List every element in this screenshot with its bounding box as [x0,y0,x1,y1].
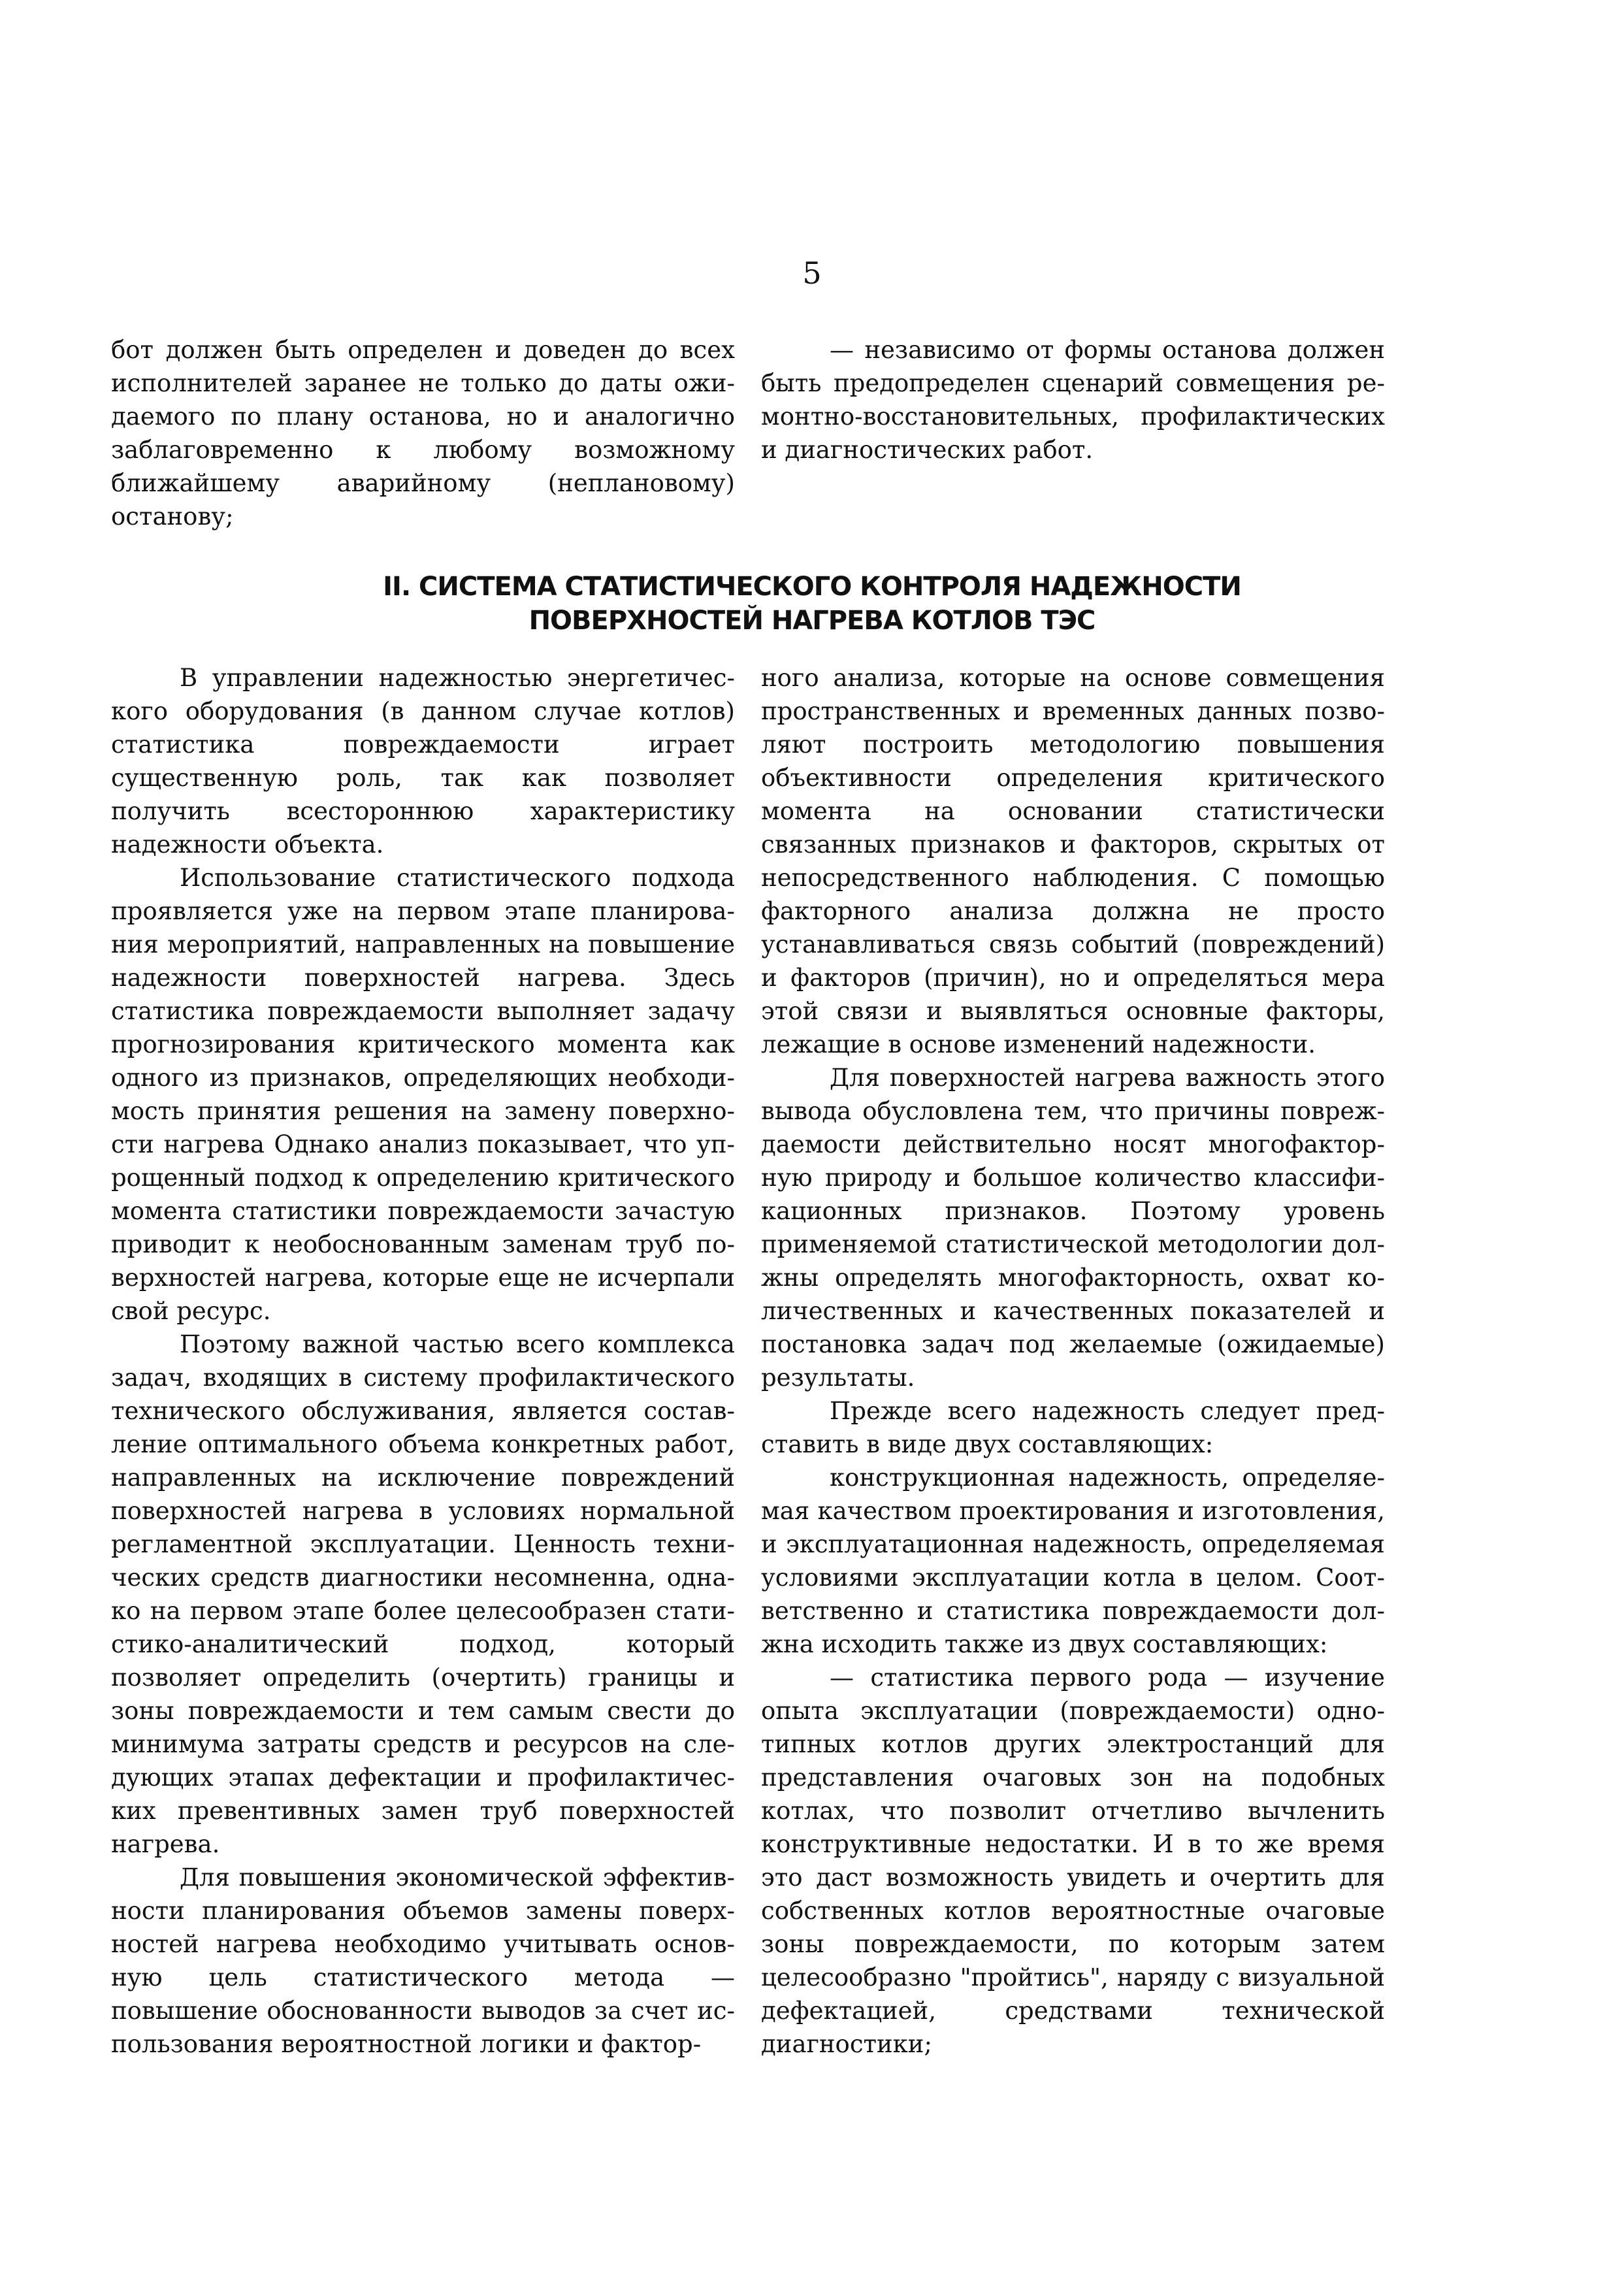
section-heading [0,570,1624,638]
right-paragraph-5: — статистика первого рода — изучение опыта эксплуатации (повреждаемости) однотипных котлов других электростанций для представления очаговых зон на подобных котлах, что позволит отчетливо вычленить конструктивные недостатки. И в то же время это даст возможность увидеть и очертить для собственных котлов вероятностные очаговые зоны повреждаемости, по которым затем целесообразно "пройтись", наряду с визуальной дефектацией, средствами технической диагностики; [761,1663,1385,2058]
right-paragraph-3: Прежде всего надежность следует представить в виде двух составляющих: [761,1397,1385,1458]
page-number: 5 [802,255,822,291]
left-paragraph-3: Поэтому важной частью всего комплекса задач, входящих в систему профилактического технического обслуживания, является составление оптимального объема конкретных работ, направленных на исключение повреждений поверхностей нагрева в условиях нормальной регламентной эксплуатации. Ценность технических средств диагностики несомненна, однако на первом этапе более целесообразен статистико-аналитический подход, который позволяет определить (очертить) границы и зоны повреждаемости и тем самым свести до минимума затраты средств и ресурсов на следующих этапах дефектации и профилактических превентивных замен труб поверхностей нагрева. [111,1330,735,1858]
left-paragraph-4: Для повышения экономической эффективности планирования объемов замены поверхностей нагрева необходимо учитывать основную цель статистического метода — повышение обоснованности выводов за счет использования вероятностной логики и фактор- [111,1863,735,2058]
right-paragraph-4: конструкционная надежность, определяемая качеством проектирования и изготовления, и эксплуатационная надежность, определяемая условиями эксплуатации котла в целом. Соответственно и статистика повреждаемости должна исходить также из двух составляющих: [761,1464,1385,1658]
top-right-column [761,333,1385,467]
top-left-paragraph: бот должен быть определен и доведен до всех исполнителей заранее не только до даты ожидаемого по плану останова, но и аналогично заблаговременно к любому возможному ближайшему аварийному (неплановому) останову; [111,336,735,531]
section-heading-line-2: ПОВЕРХНОСТЕЙ НАГРЕВА КОТЛОВ ТЭС [528,606,1096,636]
left-paragraph-2: Использование статистического подхода проявляется уже на первом этапе планирования мероприятий, направленных на повышение надежности поверхностей нагрева. Здесь статистика повреждаемости выполняет задачу прогнозирования критического момента как одного из признаков, определяющих необходимость принятия решения на замену поверхности нагрева Однако анализ показывает, что упрощенный подход к определению критического момента статистики повреждаемости зачастую приводит к необоснованным заменам труб поверхностей нагрева, которые еще не исчерпали свой ресурс. [111,864,735,1325]
main-right-column [761,661,1385,2061]
left-paragraph-1: В управлении надежностью энергетического оборудования (в данном случае котлов) статистика повреждаемости играет существенную роль, так как позволяет получить всестороннюю характеристику надежности объекта. [111,664,735,859]
top-right-paragraph: — независимо от формы останова должен быть предопределен сценарий совмещения ремонтно-восстановительных, профилактических и диагностических работ. [761,336,1385,464]
right-paragraph-1: ного анализа, которые на основе совмещения пространственных и временных данных позволяют построить методологию повышения объективности определения критического момента на основании статистически связанных признаков и факторов, скрытых от непосредственного наблюдения. С помощью факторного анализа должна не просто устанавливаться связь событий (повреждений) и факторов (причин), но и определяться мера этой связи и выявляться основные факторы, лежащие в основе изменений надежности. [761,664,1385,1058]
top-left-column [111,333,735,533]
right-paragraph-2: Для поверхностей нагрева важность этого вывода обусловлена тем, что причины повреждаемости действительно носят многофакторную природу и большое количество классификационных признаков. Поэтому уровень применяемой статистической методологии должны определять многофакторность, охват количественных и качественных показателей и постановка задач под желаемые (ожидаемые) результаты. [761,1064,1385,1392]
section-heading-line-1: II. СИСТЕМА СТАТИСТИЧЕСКОГО КОНТРОЛЯ НАДЕЖНОСТИ [383,572,1241,602]
main-left-column [111,661,735,2061]
